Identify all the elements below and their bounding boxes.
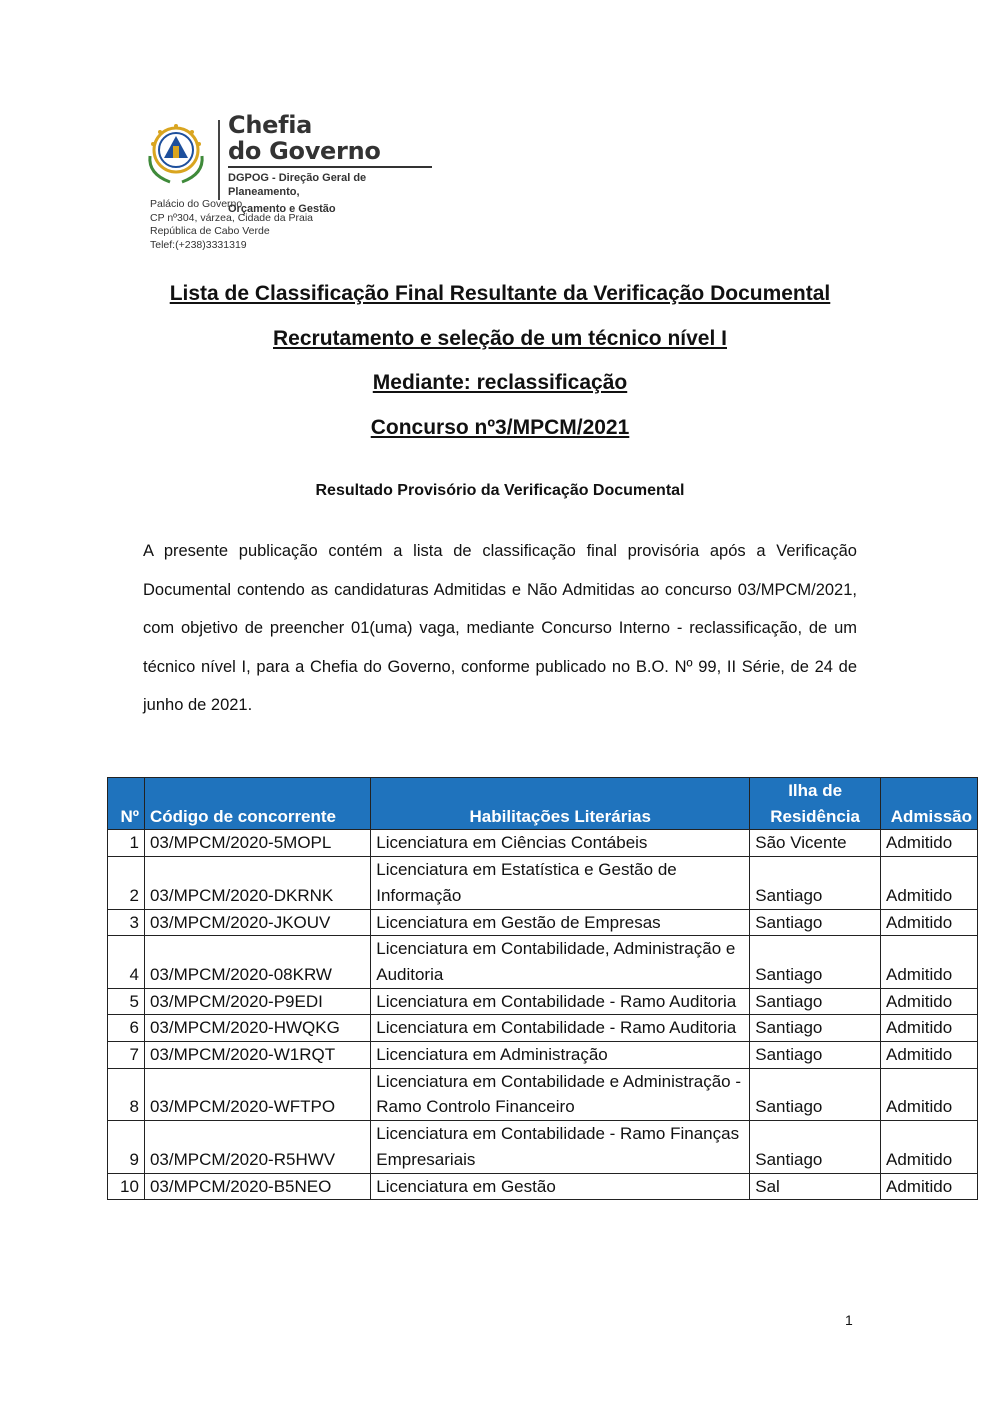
cell-no: 4 — [108, 936, 145, 988]
cell-admissao: Admitido — [881, 1068, 978, 1120]
cell-ilha: Santiago — [750, 936, 881, 988]
cell-ilha: Santiago — [750, 988, 881, 1015]
cell-code: 03/MPCM/2020-R5HWV — [144, 1121, 370, 1173]
cell-ilha: Santiago — [750, 1068, 881, 1120]
table-row — [108, 988, 978, 1015]
cell-habilitacoes: Licenciatura em Administração — [371, 1042, 750, 1069]
cell-code: 03/MPCM/2020-P9EDI — [144, 988, 370, 1015]
method-title: Mediante: reclassificação — [372, 371, 628, 394]
table-row — [108, 936, 978, 988]
cell-admissao: Admitido — [881, 936, 978, 988]
address-line: Palácio do Governo — [150, 198, 243, 210]
cell-admissao: Admitido — [881, 1015, 978, 1042]
cell-habilitacoes: Licenciatura em Ciências Contábeis — [371, 830, 750, 857]
cell-habilitacoes: Licenciatura em Contabilidade, Administração e Auditoria — [371, 936, 750, 988]
brand-line2: do Governo — [228, 137, 381, 165]
main-title: Lista de Classificação Final Resultante da Verificação Documental — [169, 282, 831, 305]
cell-ilha: São Vicente — [750, 830, 881, 857]
address-line: CP nº304, várzea, Cidade da Praia — [150, 211, 313, 224]
table-row — [108, 909, 978, 936]
cell-no: 3 — [108, 909, 145, 936]
coat-of-arms-icon — [140, 116, 212, 188]
table-header-row — [108, 778, 978, 830]
cell-habilitacoes: Licenciatura em Contabilidade - Ramo Finanças Empresariais — [371, 1121, 750, 1173]
cell-ilha: Santiago — [750, 1015, 881, 1042]
table-row — [108, 1015, 978, 1042]
section-subtitle: Resultado Provisório da Verificação Documental — [315, 482, 685, 499]
cell-admissao: Admitido — [881, 857, 978, 909]
cell-no: 6 — [108, 1015, 145, 1042]
header-no: Nº — [108, 778, 145, 830]
cell-no: 7 — [108, 1042, 145, 1069]
cell-code: 03/MPCM/2020-5MOPL — [144, 830, 370, 857]
cell-code: 03/MPCM/2020-W1RQT — [144, 1042, 370, 1069]
table-row — [108, 1173, 978, 1200]
table-row — [108, 857, 978, 909]
cell-code: 03/MPCM/2020-DKRNK — [144, 857, 370, 909]
recruitment-title: Recrutamento e seleção de um técnico nível I — [273, 326, 727, 350]
cell-ilha: Santiago — [750, 909, 881, 936]
document-titles — [0, 272, 1000, 450]
intro-paragraph: A presente publicação contém a lista de classificação final provisória após a Verificação Documental contendo as candidaturas Admitidas e Não Admitidas ao concurso 03/MPCM/2021, com objetivo de preencher 01(uma) vaga, mediante Concurso Interno - reclassificação, de um técnico nível I, para a Chefia do Governo, conforme publicado no B.O. Nº 99, II Série, de 24 de junho de 2021. — [143, 542, 857, 714]
cell-code: 03/MPCM/2020-08KRW — [144, 936, 370, 988]
cell-admissao: Admitido — [881, 1121, 978, 1173]
header-code: Código de concorrente — [144, 778, 370, 830]
cell-no: 5 — [108, 988, 145, 1015]
cell-code: 03/MPCM/2020-JKOUV — [144, 909, 370, 936]
address-block — [150, 198, 313, 252]
cell-habilitacoes: Licenciatura em Gestão — [371, 1173, 750, 1200]
cell-ilha: Santiago — [750, 857, 881, 909]
cell-admissao: Admitido — [881, 988, 978, 1015]
cell-ilha: Santiago — [750, 1042, 881, 1069]
cell-no: 2 — [108, 857, 145, 909]
logo-divider — [218, 120, 220, 200]
cell-admissao: Admitido — [881, 830, 978, 857]
header-admissao: Admissão — [881, 778, 978, 830]
cell-code: 03/MPCM/2020-B5NEO — [144, 1173, 370, 1200]
page-number: 1 — [845, 1312, 853, 1328]
cell-habilitacoes: Licenciatura em Estatística e Gestão de Informação — [371, 857, 750, 909]
cell-ilha: Sal — [750, 1173, 881, 1200]
table-row — [108, 830, 978, 857]
address-line: República de Cabo Verde — [150, 225, 270, 238]
cell-no: 9 — [108, 1121, 145, 1173]
brand-rule — [228, 166, 432, 168]
cell-habilitacoes: Licenciatura em Contabilidade e Administração - Ramo Controlo Financeiro — [371, 1068, 750, 1120]
cell-admissao: Admitido — [881, 1173, 978, 1200]
brand-line1: Chefia — [228, 111, 313, 139]
cell-no: 8 — [108, 1068, 145, 1120]
cell-habilitacoes: Licenciatura em Contabilidade - Ramo Auditoria — [371, 988, 750, 1015]
cell-code: 03/MPCM/2020-HWQKG — [144, 1015, 370, 1042]
cell-ilha: Santiago — [750, 1121, 881, 1173]
header-ilha: Ilha de Residência — [750, 778, 881, 830]
cell-admissao: Admitido — [881, 909, 978, 936]
brand-sub2: Orçamento e Gestão — [228, 203, 336, 215]
cell-admissao: Admitido — [881, 1042, 978, 1069]
results-table — [107, 777, 978, 1200]
cell-habilitacoes: Licenciatura em Contabilidade - Ramo Auditoria — [371, 1015, 750, 1042]
header-habilitacoes: Habilitações Literárias — [371, 778, 750, 830]
cell-habilitacoes: Licenciatura em Gestão de Empresas — [371, 909, 750, 936]
table-row — [108, 1121, 978, 1173]
address-line: Telef:(+238)3331319 — [150, 238, 247, 251]
table-row — [108, 1068, 978, 1120]
cell-no: 10 — [108, 1173, 145, 1200]
cell-code: 03/MPCM/2020-WFTPO — [144, 1068, 370, 1120]
cell-no: 1 — [108, 830, 145, 857]
brand-sub1: DGPOG - Direção Geral de Planeamento, — [228, 172, 367, 198]
table-row — [108, 1042, 978, 1069]
contest-title: Concurso nº3/MPCM/2021 — [370, 415, 630, 439]
